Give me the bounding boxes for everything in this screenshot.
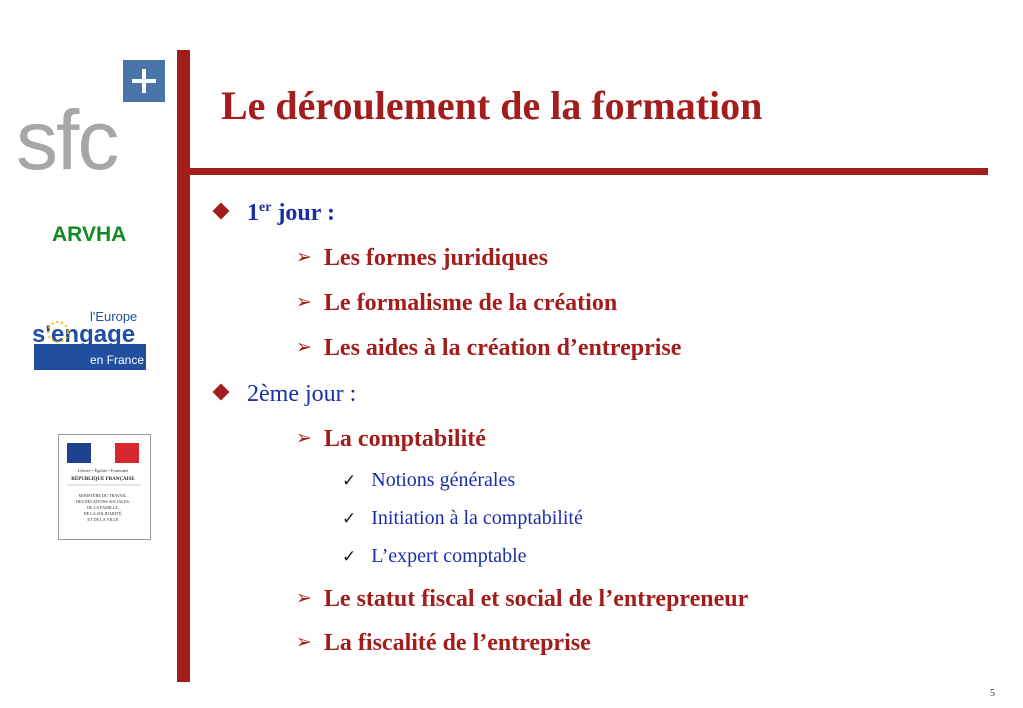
page-number: 5	[990, 688, 995, 699]
sub-list-item: ✓ Notions générales	[342, 469, 516, 491]
svg-text:s'engage: s'engage	[32, 321, 136, 348]
arrowhead-bullet-icon: ➢	[296, 631, 312, 653]
sub-list-item: ✓ Initiation à la comptabilité	[342, 507, 583, 529]
svg-text:DE LA SOLIDARITÉ,: DE LA SOLIDARITÉ,	[83, 511, 123, 516]
list-item: ➢ Le statut fiscal et social de l’entrepreneur	[296, 586, 749, 612]
list-item-day1: 1er jour :	[215, 200, 335, 227]
plus-icon	[123, 60, 165, 102]
svg-text:ET DE LA VILLE: ET DE LA VILLE	[87, 517, 119, 522]
arrowhead-bullet-icon: ➢	[296, 336, 312, 358]
arrowhead-bullet-icon: ➢	[296, 587, 312, 609]
svg-text:Liberté • Égalité • Fraternité: Liberté • Égalité • Fraternité	[77, 468, 129, 473]
arrowhead-bullet-icon: ➢	[296, 427, 312, 449]
svg-text:en France: en France	[90, 353, 145, 367]
list-item: ➢ La comptabilité	[296, 426, 486, 452]
list-item: ➢ Les aides à la création d’entreprise	[296, 335, 682, 361]
diamond-bullet-icon	[213, 203, 230, 220]
sfc-logo-text: sfc	[16, 93, 118, 187]
slide-title: Le déroulement de la formation	[221, 83, 763, 128]
svg-text:l'Europe: l'Europe	[90, 309, 138, 324]
republique-francaise-logo	[58, 434, 151, 540]
sub-list-item: ✓ L’expert comptable	[342, 545, 527, 567]
diamond-bullet-icon	[213, 384, 230, 401]
vertical-divider	[177, 50, 190, 682]
svg-text:MINISTÈRE DU TRAVAIL,: MINISTÈRE DU TRAVAIL,	[78, 493, 128, 498]
arrowhead-bullet-icon: ➢	[296, 246, 312, 268]
list-item: ➢ Le formalisme de la création	[296, 290, 618, 316]
check-icon: ✓	[342, 547, 357, 567]
list-item-day2: 2ème jour :	[215, 381, 356, 408]
svg-text:DE LA FAMILLE,: DE LA FAMILLE,	[87, 505, 119, 510]
list-item: ➢ Les formes juridiques	[296, 245, 548, 271]
check-icon: ✓	[342, 471, 357, 491]
arvha-label: ARVHA	[52, 223, 127, 246]
svg-text:RÉPUBLIQUE FRANÇAISE: RÉPUBLIQUE FRANÇAISE	[71, 477, 135, 482]
svg-text:DES RELATIONS SOCIALES,: DES RELATIONS SOCIALES,	[76, 499, 130, 504]
arrowhead-bullet-icon: ➢	[296, 291, 312, 313]
list-item: ➢ La fiscalité de l’entreprise	[296, 630, 591, 656]
sfc-logo	[10, 58, 170, 187]
horizontal-divider	[190, 168, 988, 175]
check-icon: ✓	[342, 509, 357, 529]
europe-sengage-logo	[32, 300, 146, 372]
